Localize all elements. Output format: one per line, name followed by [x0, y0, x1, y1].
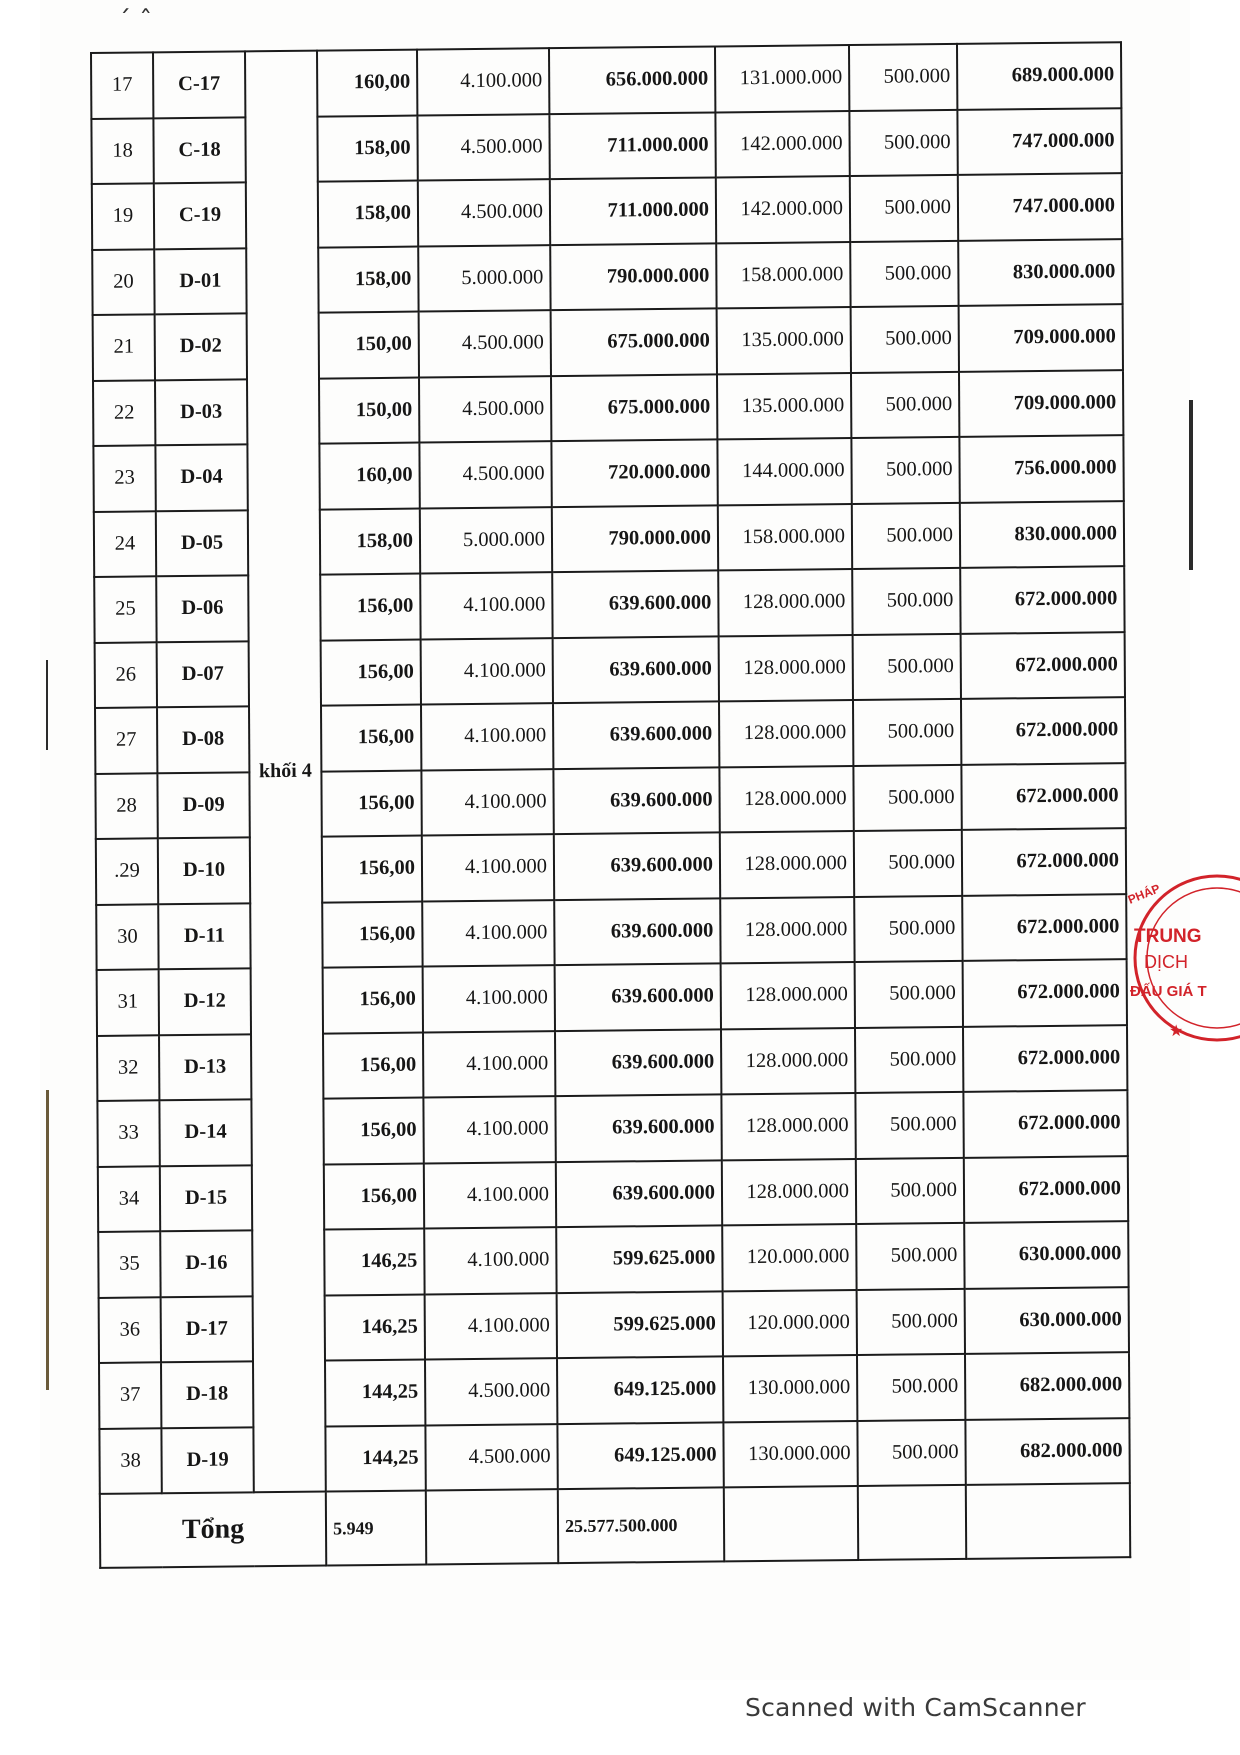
total-value-cell: 711.000.000: [549, 112, 715, 179]
fee-cell: 500.000: [855, 1026, 963, 1093]
unit-price-cell: 4.100.000: [423, 965, 555, 1032]
unit-price-cell: 4.500.000: [425, 1358, 557, 1425]
starting-price-cell: 672.000.000: [960, 566, 1124, 633]
summary-empty-cell: [426, 1489, 558, 1564]
unit-price-cell: 4.100.000: [425, 1293, 557, 1360]
auction-lot-table: [90, 41, 1131, 1569]
starting-price-cell: 672.000.000: [963, 1090, 1127, 1157]
total-value-cell: 639.600.000: [553, 767, 719, 834]
fee-cell: 500.000: [857, 1288, 965, 1355]
deposit-cell: 128.000.000: [721, 962, 855, 1029]
deposit-cell: 130.000.000: [723, 1355, 857, 1422]
row-number: 34: [98, 1166, 160, 1232]
fee-cell: 500.000: [855, 961, 963, 1028]
starting-price-cell: 747.000.000: [958, 173, 1122, 240]
lot-code: C-19: [154, 182, 246, 248]
summary-empty-cell: [858, 1485, 966, 1560]
starting-price-cell: 830.000.000: [960, 501, 1124, 568]
total-value-cell: 649.125.000: [557, 1422, 723, 1489]
deposit-cell: 128.000.000: [720, 831, 854, 898]
row-number: 25: [94, 576, 156, 642]
total-value-cell: 720.000.000: [551, 439, 717, 506]
scan-marks: ˊ ˆ: [118, 6, 153, 36]
area-cell: 156,00: [323, 967, 423, 1034]
row-number: 24: [94, 511, 156, 577]
area-cell: 146,25: [324, 1229, 424, 1296]
block-label-cell: khối 4: [245, 51, 326, 1493]
deposit-cell: 128.000.000: [721, 1093, 855, 1160]
fee-cell: 500.000: [852, 502, 960, 569]
area-cell: 146,25: [325, 1294, 425, 1361]
page-edge-right: [1189, 400, 1193, 570]
summary-row: [100, 1483, 1130, 1568]
starting-price-cell: 630.000.000: [965, 1287, 1129, 1354]
deposit-cell: 128.000.000: [719, 766, 853, 833]
total-value-cell: 656.000.000: [549, 46, 715, 113]
lot-code: D-10: [158, 837, 250, 903]
lot-code: D-01: [154, 248, 246, 314]
row-number: 30: [96, 904, 158, 970]
row-number: 28: [95, 773, 157, 839]
unit-price-cell: 4.100.000: [424, 1162, 556, 1229]
area-cell: 158,00: [318, 181, 418, 248]
unit-price-cell: 4.100.000: [424, 1227, 556, 1294]
starting-price-cell: 630.000.000: [964, 1221, 1128, 1288]
fee-cell: 500.000: [855, 1092, 963, 1159]
area-cell: 156,00: [321, 705, 421, 772]
unit-price-cell: 4.100.000: [420, 572, 552, 639]
area-cell: 156,00: [323, 1032, 423, 1099]
unit-price-cell: 4.100.000: [421, 703, 553, 770]
fee-cell: 500.000: [853, 633, 961, 700]
fee-cell: 500.000: [851, 371, 959, 438]
deposit-cell: 120.000.000: [722, 1224, 856, 1291]
deposit-cell: 158.000.000: [718, 504, 852, 571]
seal-graphic: [1112, 868, 1240, 1048]
total-value-cell: 711.000.000: [550, 177, 716, 244]
fee-cell: 500.000: [849, 44, 957, 111]
total-value-cell: 639.600.000: [553, 701, 719, 768]
lot-code: D-17: [161, 1296, 253, 1362]
total-value-cell: 790.000.000: [552, 505, 718, 572]
total-value-cell: 790.000.000: [550, 243, 716, 310]
row-number: 35: [98, 1231, 160, 1297]
deposit-cell: 131.000.000: [715, 45, 849, 112]
deposit-cell: 120.000.000: [723, 1289, 857, 1356]
row-number: 26: [95, 642, 157, 708]
fee-cell: 500.000: [856, 1223, 964, 1290]
area-cell: 156,00: [322, 836, 422, 903]
deposit-cell: 128.000.000: [718, 569, 852, 636]
fee-cell: 500.000: [851, 437, 959, 504]
page-edge-left-lower: [46, 1090, 49, 1390]
fee-cell: 500.000: [850, 175, 958, 242]
fee-cell: 500.000: [853, 699, 961, 766]
total-value-cell: 649.125.000: [557, 1356, 723, 1423]
starting-price-cell: 689.000.000: [957, 42, 1121, 109]
fee-cell: 500.000: [852, 568, 960, 635]
starting-price-cell: 756.000.000: [959, 435, 1123, 502]
lot-code: D-05: [156, 510, 248, 576]
summary-area-total: 5.949: [326, 1491, 426, 1566]
deposit-cell: 144.000.000: [717, 438, 851, 505]
area-cell: 158,00: [318, 246, 418, 313]
deposit-cell: 130.000.000: [723, 1420, 857, 1487]
row-number: 27: [95, 707, 157, 773]
area-cell: 160,00: [319, 443, 419, 510]
starting-price-cell: 672.000.000: [962, 828, 1126, 895]
deposit-cell: 135.000.000: [717, 373, 851, 440]
unit-price-cell: 4.100.000: [421, 638, 553, 705]
lot-code: D-15: [160, 1165, 252, 1231]
fee-cell: 500.000: [856, 1157, 964, 1224]
fee-cell: 500.000: [857, 1354, 965, 1421]
row-number: 22: [93, 380, 155, 446]
total-value-cell: 639.600.000: [555, 1094, 721, 1161]
row-number: 37: [99, 1362, 161, 1428]
fee-cell: 500.000: [857, 1419, 965, 1486]
area-cell: 156,00: [320, 574, 420, 641]
lot-code: D-13: [159, 1034, 251, 1100]
deposit-cell: 142.000.000: [716, 176, 850, 243]
row-number: 23: [93, 445, 155, 511]
unit-price-cell: 4.500.000: [417, 114, 549, 181]
lot-code: D-07: [157, 641, 249, 707]
deposit-cell: 128.000.000: [722, 1159, 856, 1226]
total-value-cell: 639.600.000: [553, 636, 719, 703]
total-value-cell: 639.600.000: [552, 570, 718, 637]
area-cell: 150,00: [319, 377, 419, 444]
starting-price-cell: 682.000.000: [965, 1352, 1129, 1419]
row-number: 21: [93, 314, 155, 380]
unit-price-cell: 4.500.000: [419, 310, 551, 377]
lot-code: D-04: [155, 444, 247, 510]
area-cell: 156,00: [321, 639, 421, 706]
area-cell: 156,00: [321, 770, 421, 837]
fee-cell: 500.000: [850, 240, 958, 307]
row-number: 36: [99, 1297, 161, 1363]
lot-code: D-18: [161, 1361, 253, 1427]
seal-star-icon: ★: [1169, 1021, 1184, 1040]
deposit-cell: 128.000.000: [719, 700, 853, 767]
area-cell: 156,00: [323, 1098, 423, 1165]
lot-code: D-14: [159, 1099, 251, 1165]
deposit-cell: 128.000.000: [720, 897, 854, 964]
total-value-cell: 675.000.000: [551, 308, 717, 375]
lot-code: D-06: [156, 575, 248, 641]
lot-code: D-03: [155, 379, 247, 445]
red-seal-stamp: [1112, 868, 1240, 1048]
lot-code: D-16: [160, 1230, 252, 1296]
fee-cell: 500.000: [849, 109, 957, 176]
starting-price-cell: 672.000.000: [961, 763, 1125, 830]
row-number: .29: [96, 838, 158, 904]
seal-text-top: PHÁP: [1125, 881, 1163, 907]
total-value-cell: 639.600.000: [554, 898, 720, 965]
unit-price-cell: 4.500.000: [419, 441, 551, 508]
unit-price-cell: 4.100.000: [421, 769, 553, 836]
unit-price-cell: 4.500.000: [425, 1424, 557, 1491]
seal-text-line2: DỊCH: [1144, 952, 1188, 972]
row-number: 20: [92, 249, 154, 315]
deposit-cell: 128.000.000: [719, 635, 853, 702]
unit-price-cell: 4.100.000: [422, 900, 554, 967]
deposit-cell: 158.000.000: [716, 242, 850, 309]
total-value-cell: 639.600.000: [555, 963, 721, 1030]
deposit-cell: 128.000.000: [721, 1028, 855, 1095]
unit-price-cell: 4.100.000: [423, 1096, 555, 1163]
row-number: 33: [97, 1100, 159, 1166]
lot-code: D-19: [161, 1427, 253, 1493]
starting-price-cell: 672.000.000: [964, 1156, 1128, 1223]
area-cell: 160,00: [317, 50, 417, 117]
unit-price-cell: 5.000.000: [418, 245, 550, 312]
area-cell: 158,00: [320, 508, 420, 575]
row-number: 18: [91, 118, 153, 184]
auction-lot-table-wrap: [90, 41, 1129, 1569]
summary-empty-cell: [724, 1486, 858, 1561]
unit-price-cell: 4.100.000: [417, 48, 549, 115]
row-number: 19: [92, 183, 154, 249]
unit-price-cell: 5.000.000: [420, 507, 552, 574]
lot-code: D-08: [157, 706, 249, 772]
summary-empty-cell: [966, 1483, 1130, 1559]
camscanner-watermark: Scanned with CamScanner: [745, 1693, 1086, 1722]
summary-label: Tổng: [100, 1492, 326, 1568]
table-row: [91, 42, 1121, 118]
area-cell: 150,00: [319, 312, 419, 379]
area-cell: 144,25: [325, 1360, 425, 1427]
unit-price-cell: 4.500.000: [419, 376, 551, 443]
seal-text-line3: ĐẤU GIÁ T: [1130, 983, 1207, 1000]
total-value-cell: 639.600.000: [555, 1029, 721, 1096]
starting-price-cell: 672.000.000: [962, 894, 1126, 961]
total-value-cell: 639.600.000: [554, 832, 720, 899]
row-number: 17: [91, 52, 153, 118]
total-value-cell: 675.000.000: [551, 374, 717, 441]
lot-code: D-02: [155, 313, 247, 379]
starting-price-cell: 672.000.000: [963, 959, 1127, 1026]
row-number: 32: [97, 1035, 159, 1101]
row-number: 38: [99, 1428, 161, 1494]
starting-price-cell: 682.000.000: [965, 1418, 1129, 1485]
starting-price-cell: 747.000.000: [957, 108, 1121, 175]
summary-value-total: 25.577.500.000: [558, 1487, 724, 1563]
total-value-cell: 599.625.000: [556, 1225, 722, 1292]
deposit-cell: 135.000.000: [717, 307, 851, 374]
unit-price-cell: 4.500.000: [418, 179, 550, 246]
area-cell: 156,00: [322, 901, 422, 968]
lot-code: C-17: [153, 51, 245, 117]
seal-text-line1: TRUNG: [1134, 926, 1202, 947]
fee-cell: 500.000: [854, 830, 962, 897]
area-cell: 158,00: [317, 115, 417, 182]
row-number: 31: [97, 969, 159, 1035]
deposit-cell: 142.000.000: [715, 111, 849, 178]
area-cell: 144,25: [325, 1425, 425, 1492]
fee-cell: 500.000: [854, 895, 962, 962]
starting-price-cell: 672.000.000: [961, 632, 1125, 699]
lot-code: D-12: [159, 968, 251, 1034]
starting-price-cell: 709.000.000: [959, 304, 1123, 371]
table-body: [91, 42, 1130, 1568]
fee-cell: 500.000: [851, 306, 959, 373]
starting-price-cell: 709.000.000: [959, 370, 1123, 437]
unit-price-cell: 4.100.000: [423, 1031, 555, 1098]
starting-price-cell: 830.000.000: [958, 239, 1122, 306]
lot-code: C-18: [153, 117, 245, 183]
unit-price-cell: 4.100.000: [422, 834, 554, 901]
total-value-cell: 639.600.000: [556, 1160, 722, 1227]
lot-code: D-09: [157, 772, 249, 838]
lot-code: D-11: [158, 903, 250, 969]
starting-price-cell: 672.000.000: [961, 697, 1125, 764]
fee-cell: 500.000: [853, 764, 961, 831]
total-value-cell: 599.625.000: [557, 1291, 723, 1358]
starting-price-cell: 672.000.000: [963, 1025, 1127, 1092]
area-cell: 156,00: [324, 1163, 424, 1230]
page-edge-left: [46, 660, 48, 750]
